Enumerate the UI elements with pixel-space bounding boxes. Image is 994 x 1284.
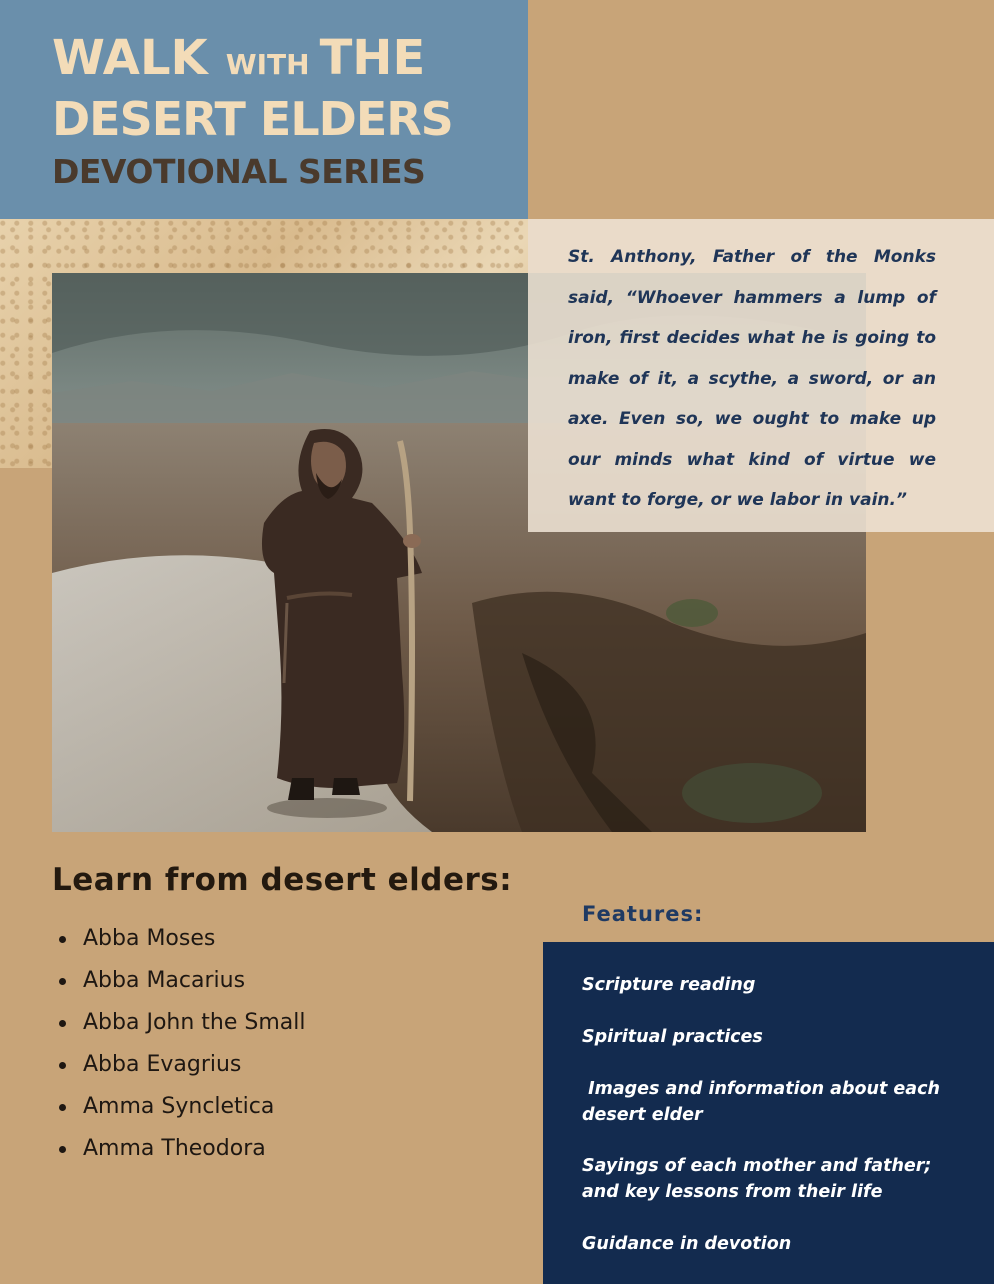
list-item: Abba Moses bbox=[52, 918, 305, 960]
quote-text: St. Anthony, Father of the Monks said, “Whoever hammers a lump of iron, first decides what he is going to make of it, a scythe, a sword, or an axe. Even so, we ought to make up our minds what kind of virtue we want to forge, or we labor in vain.” bbox=[568, 247, 936, 510]
list-item: Abba John the Small bbox=[52, 1002, 305, 1044]
title-line-2: DESERT ELDERS bbox=[52, 92, 453, 146]
feature-item: Images and information about each desert elder bbox=[582, 1079, 947, 1125]
title-word-walk: WALK bbox=[52, 30, 208, 86]
title-word-the: THE bbox=[319, 30, 426, 86]
features-heading: Features: bbox=[582, 902, 704, 926]
feature-item: Sayings of each mother and father; and key lessons from their life bbox=[582, 1156, 932, 1202]
quote-box bbox=[528, 219, 994, 532]
list-item: Abba Macarius bbox=[52, 960, 305, 1002]
feature-item: Guidance in devotion bbox=[582, 1234, 792, 1254]
title-word-with: WITH bbox=[225, 48, 310, 81]
title-block bbox=[0, 0, 528, 219]
feature-item: Scripture reading bbox=[582, 975, 756, 995]
features-box bbox=[543, 942, 994, 1284]
list-item: Amma Syncletica bbox=[52, 1086, 305, 1128]
elders-list bbox=[52, 918, 305, 1170]
learn-heading: Learn from desert elders: bbox=[52, 862, 513, 898]
title-subtitle: DEVOTIONAL SERIES bbox=[52, 152, 426, 191]
list-item: Amma Theodora bbox=[52, 1128, 305, 1170]
list-item: Abba Evagrius bbox=[52, 1044, 305, 1086]
title-line-1 bbox=[52, 30, 425, 86]
feature-item: Spiritual practices bbox=[582, 1027, 763, 1047]
